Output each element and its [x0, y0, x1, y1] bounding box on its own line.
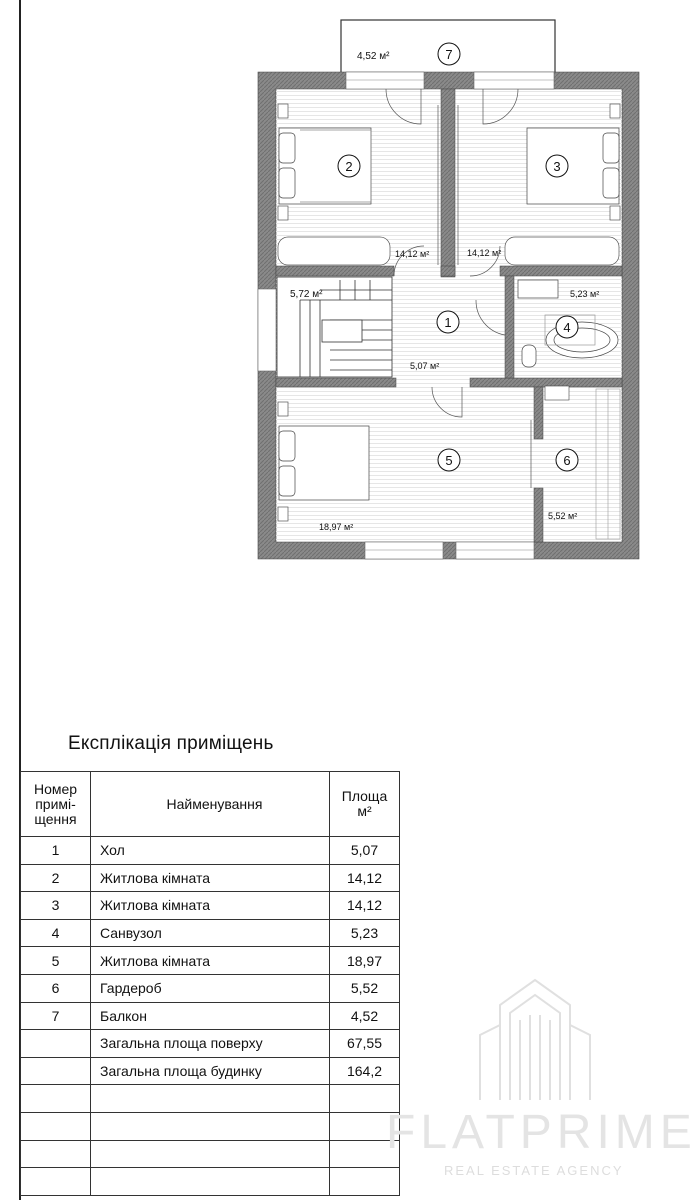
table-row	[21, 1168, 400, 1196]
cell-number	[21, 1085, 91, 1113]
area-label-2: 14,12 м²	[395, 249, 430, 259]
cell-area: 14,12	[330, 892, 400, 920]
area-label-stairs: 5,72 м²	[290, 289, 323, 300]
svg-text:6: 6	[563, 453, 571, 468]
table-row	[21, 892, 400, 920]
watermark-brand: FLATPRIME	[386, 1106, 697, 1159]
cell-area: 5,52	[330, 974, 400, 1002]
svg-text:7: 7	[445, 47, 453, 62]
cell-name: Житлова кімната	[91, 947, 330, 975]
header-area-line-2: м²	[357, 803, 372, 819]
table-row	[21, 837, 400, 865]
cell-area: 5,07	[330, 837, 400, 865]
area-label-5: 18,97 м²	[319, 522, 354, 532]
watermark-building-icon	[380, 975, 690, 1105]
cell-area: 164,2	[330, 1057, 400, 1085]
table-row	[21, 1057, 400, 1085]
cell-number: 4	[21, 919, 91, 947]
watermark	[380, 975, 697, 1195]
svg-text:5: 5	[445, 453, 453, 468]
table-row	[21, 1112, 400, 1140]
cell-number	[21, 1030, 91, 1058]
cell-area: 14,12	[330, 864, 400, 892]
bench-room-2	[278, 237, 390, 265]
table-row	[21, 919, 400, 947]
header-number	[21, 772, 91, 837]
cell-number	[21, 1168, 91, 1196]
cell-number	[21, 1140, 91, 1168]
bench-room-3	[505, 237, 619, 265]
room-number-7	[438, 43, 460, 65]
cell-name	[91, 1168, 330, 1196]
room-number-4	[556, 316, 578, 338]
room-number-6	[556, 449, 578, 471]
cell-number: 7	[21, 1002, 91, 1030]
header-number-line-3: щення	[34, 810, 77, 827]
area-label-7: 4,52 м²	[357, 51, 390, 62]
explication-table	[20, 771, 400, 1196]
balcony-door-opening-2	[474, 72, 554, 89]
cell-area: 5,23	[330, 919, 400, 947]
bed-room-3	[527, 128, 619, 204]
cell-number: 6	[21, 974, 91, 1002]
bed-room-5	[279, 426, 369, 500]
cell-name: Санвузол	[91, 919, 330, 947]
table-row	[21, 974, 400, 1002]
cell-name	[91, 1112, 330, 1140]
area-label-6: 5,52 м²	[548, 511, 578, 521]
cell-number: 3	[21, 892, 91, 920]
cell-name: Житлова кімната	[91, 892, 330, 920]
cell-area: 4,52	[330, 1002, 400, 1030]
cell-area: 18,97	[330, 947, 400, 975]
cell-name: Загальна площа будинку	[91, 1057, 330, 1085]
table-row	[21, 1085, 400, 1113]
cell-number: 1	[21, 837, 91, 865]
table-row	[21, 1002, 400, 1030]
cell-name	[91, 1085, 330, 1113]
header-name: Найменування	[91, 772, 330, 837]
header-number-line-2: примі-	[35, 795, 76, 812]
area-label-3: 14,12 м²	[467, 248, 502, 258]
cell-number	[21, 1057, 91, 1085]
window-bottom-1	[365, 542, 443, 559]
cell-number: 2	[21, 864, 91, 892]
table-row	[21, 864, 400, 892]
explication-title: Експлікація приміщень	[68, 733, 274, 754]
cell-area: 67,55	[330, 1030, 400, 1058]
cell-name: Житлова кімната	[91, 864, 330, 892]
cell-name: Загальна площа поверху	[91, 1030, 330, 1058]
watermark-tagline: REAL ESTATE AGENCY	[444, 1163, 624, 1178]
room-number-1	[437, 311, 459, 333]
table-row	[21, 947, 400, 975]
svg-text:3: 3	[553, 159, 561, 174]
cell-number	[21, 1112, 91, 1140]
room-number-2	[338, 155, 360, 177]
cell-number: 5	[21, 947, 91, 975]
cell-name: Хол	[91, 837, 330, 865]
room-number-5	[438, 449, 460, 471]
header-area	[330, 772, 400, 837]
window-left	[258, 289, 276, 371]
balcony-door-opening	[346, 72, 424, 89]
svg-text:1: 1	[444, 315, 452, 330]
cell-name: Гардероб	[91, 974, 330, 1002]
window-bottom-2	[456, 542, 534, 559]
table-row	[21, 1030, 400, 1058]
cell-name	[91, 1140, 330, 1168]
svg-text:4: 4	[563, 320, 571, 335]
table-row	[21, 1140, 400, 1168]
header-area-line-1: Площа	[341, 788, 388, 804]
header-number-line-1: Номер	[33, 780, 78, 797]
area-label-4: 5,23 м²	[570, 289, 600, 299]
room-number-3	[546, 155, 568, 177]
area-label-1: 5,07 м²	[410, 361, 440, 371]
cell-name: Балкон	[91, 1002, 330, 1030]
svg-text:2: 2	[345, 159, 353, 174]
